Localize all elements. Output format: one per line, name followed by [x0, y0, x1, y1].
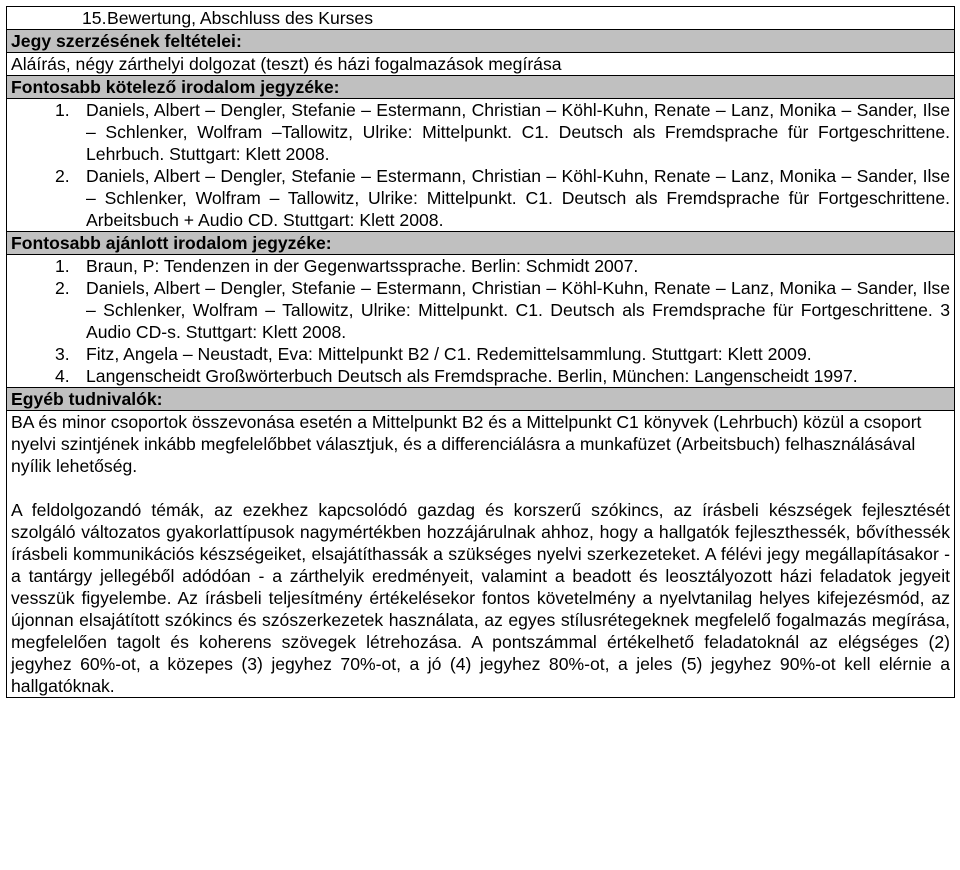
recommended-literature-heading: Fontosabb ajánlott irodalom jegyzéke: [7, 232, 954, 255]
required-literature-list [7, 99, 954, 232]
list-item-text: Daniels, Albert – Dengler, Stefanie – Estermann, Christian – Köhl-Kuhn, Renate – Lanz, Monika – Sander, Ilse – Schlenker, Wolfram – Tallowitz, Ulrike: Mittelpunkt. C1. Deutsch als Fremdsprache für Fortgeschrittene. 3 Audio CD-s. Stuttgart: Klett 2008. [86, 278, 950, 342]
list-item [11, 277, 950, 343]
other-info-heading: Egyéb tudnivalók: [7, 388, 954, 411]
list-item [11, 99, 950, 165]
list-item-number: 1. [55, 256, 70, 276]
list-item-text: Langenscheidt Großwörterbuch Deutsch als Fremdsprache. Berlin, München: Langenscheidt 1997. [86, 366, 858, 386]
course-evaluation-table [6, 6, 955, 698]
section-title: Bewertung, Abschluss des Kurses [107, 8, 374, 28]
required-literature-heading: Fontosabb kötelező irodalom jegyzéke: [7, 76, 954, 99]
list-item-number: 1. [55, 100, 70, 120]
list-item-text: Daniels, Albert – Dengler, Stefanie – Estermann, Christian – Köhl-Kuhn, Renate – Lanz, Monika – Sander, Ilse – Schlenker, Wolfram –Tallowitz, Ulrike: Mittelpunkt. C1. Deutsch als Fremdsprache für Fortgeschrittene. Lehrbuch. Stuttgart: Klett 2008. [86, 100, 950, 164]
list-item-number: 3. [55, 344, 70, 364]
list-item-number: 2. [55, 166, 70, 186]
other-info-body [7, 411, 954, 697]
list-item [11, 165, 950, 231]
list-item-text: Fitz, Angela – Neustadt, Eva: Mittelpunkt B2 / C1. Redemittelsammlung. Stuttgart: Klett 2009. [86, 344, 812, 364]
list-item-text: Daniels, Albert – Dengler, Stefanie – Estermann, Christian – Köhl-Kuhn, Renate – Lanz, Monika – Sander, Ilse – Schlenker, Wolfram – Tallowitz, Ulrike: Mittelpunkt. C1. Deutsch als Fremdsprache für Fortgeschrittene. Arbeitsbuch + Audio CD. Stuttgart: Klett 2008. [86, 166, 950, 230]
list-item-text: Braun, P: Tendenzen in der Gegenwartssprache. Berlin: Schmidt 2007. [86, 256, 639, 276]
list-item [11, 343, 950, 365]
paragraph-spacer [11, 477, 950, 499]
other-info-paragraph-2: A feldolgozandó témák, az ezekhez kapcsolódó gazdag és korszerű szókincs, az írásbeli készségek fejlesztését szolgáló változatos gyakorlattípusok nagymértékben hozzájárulnak ahhoz, hogy a hallgatók fejleszthessék, bővíthessék írásbeli kommunikációs készségeiket, elsajátíthassák a szükséges nyelvi szerkezeteket. A félévi jegy megállapításakor - a tantárgy jellegéből adódóan - a zárthelyik eredményeit, valamint a beadott és leosztályozott házi feladatok jegyeit vesszük figyelembe. Az írásbeli teljesítmény értékelésekor fontos követelmény a nyelvtanilag helyes kifejezésmód, az újonnan elsajátított szókincs és szószerkezetek használata, az egyes stílusrétegeknek megfelelő fogalmazás megírása, megfelelően tagolt és koherens szövegek létrehozása. A pontszámmal értékelhető feladatoknál az elégséges (2) jegyhez 60%-ot, a közepes (3) jegyhez 70%-ot, a jó (4) jegyhez 80%-ot, a jeles (5) jegyhez 90%-ot kell elérnie a hallgatóknak. [11, 500, 950, 696]
list-item [11, 255, 950, 277]
recommended-literature-list [7, 255, 954, 388]
other-info-paragraph-1: BA és minor csoportok összevonása esetén a Mittelpunkt B2 és a Mittelpunkt C1 könyvek (Lehrbuch) közül a csoport nyelvi szintjének inkább megfelelőbbet választjuk, és a differenciálásra a munkafüzet (Arbeitsbuch) felhasználásával nyílik lehetőség. [11, 412, 922, 476]
list-item-number: 2. [55, 278, 70, 298]
section-number: 15. [82, 8, 107, 28]
requirements-heading: Jegy szerzésének feltételei: [7, 30, 954, 53]
section-title-row [7, 7, 954, 30]
requirements-text: Aláírás, négy zárthelyi dolgozat (teszt) és házi fogalmazások megírása [7, 53, 954, 76]
list-item [11, 365, 950, 387]
list-item-number: 4. [55, 366, 70, 386]
